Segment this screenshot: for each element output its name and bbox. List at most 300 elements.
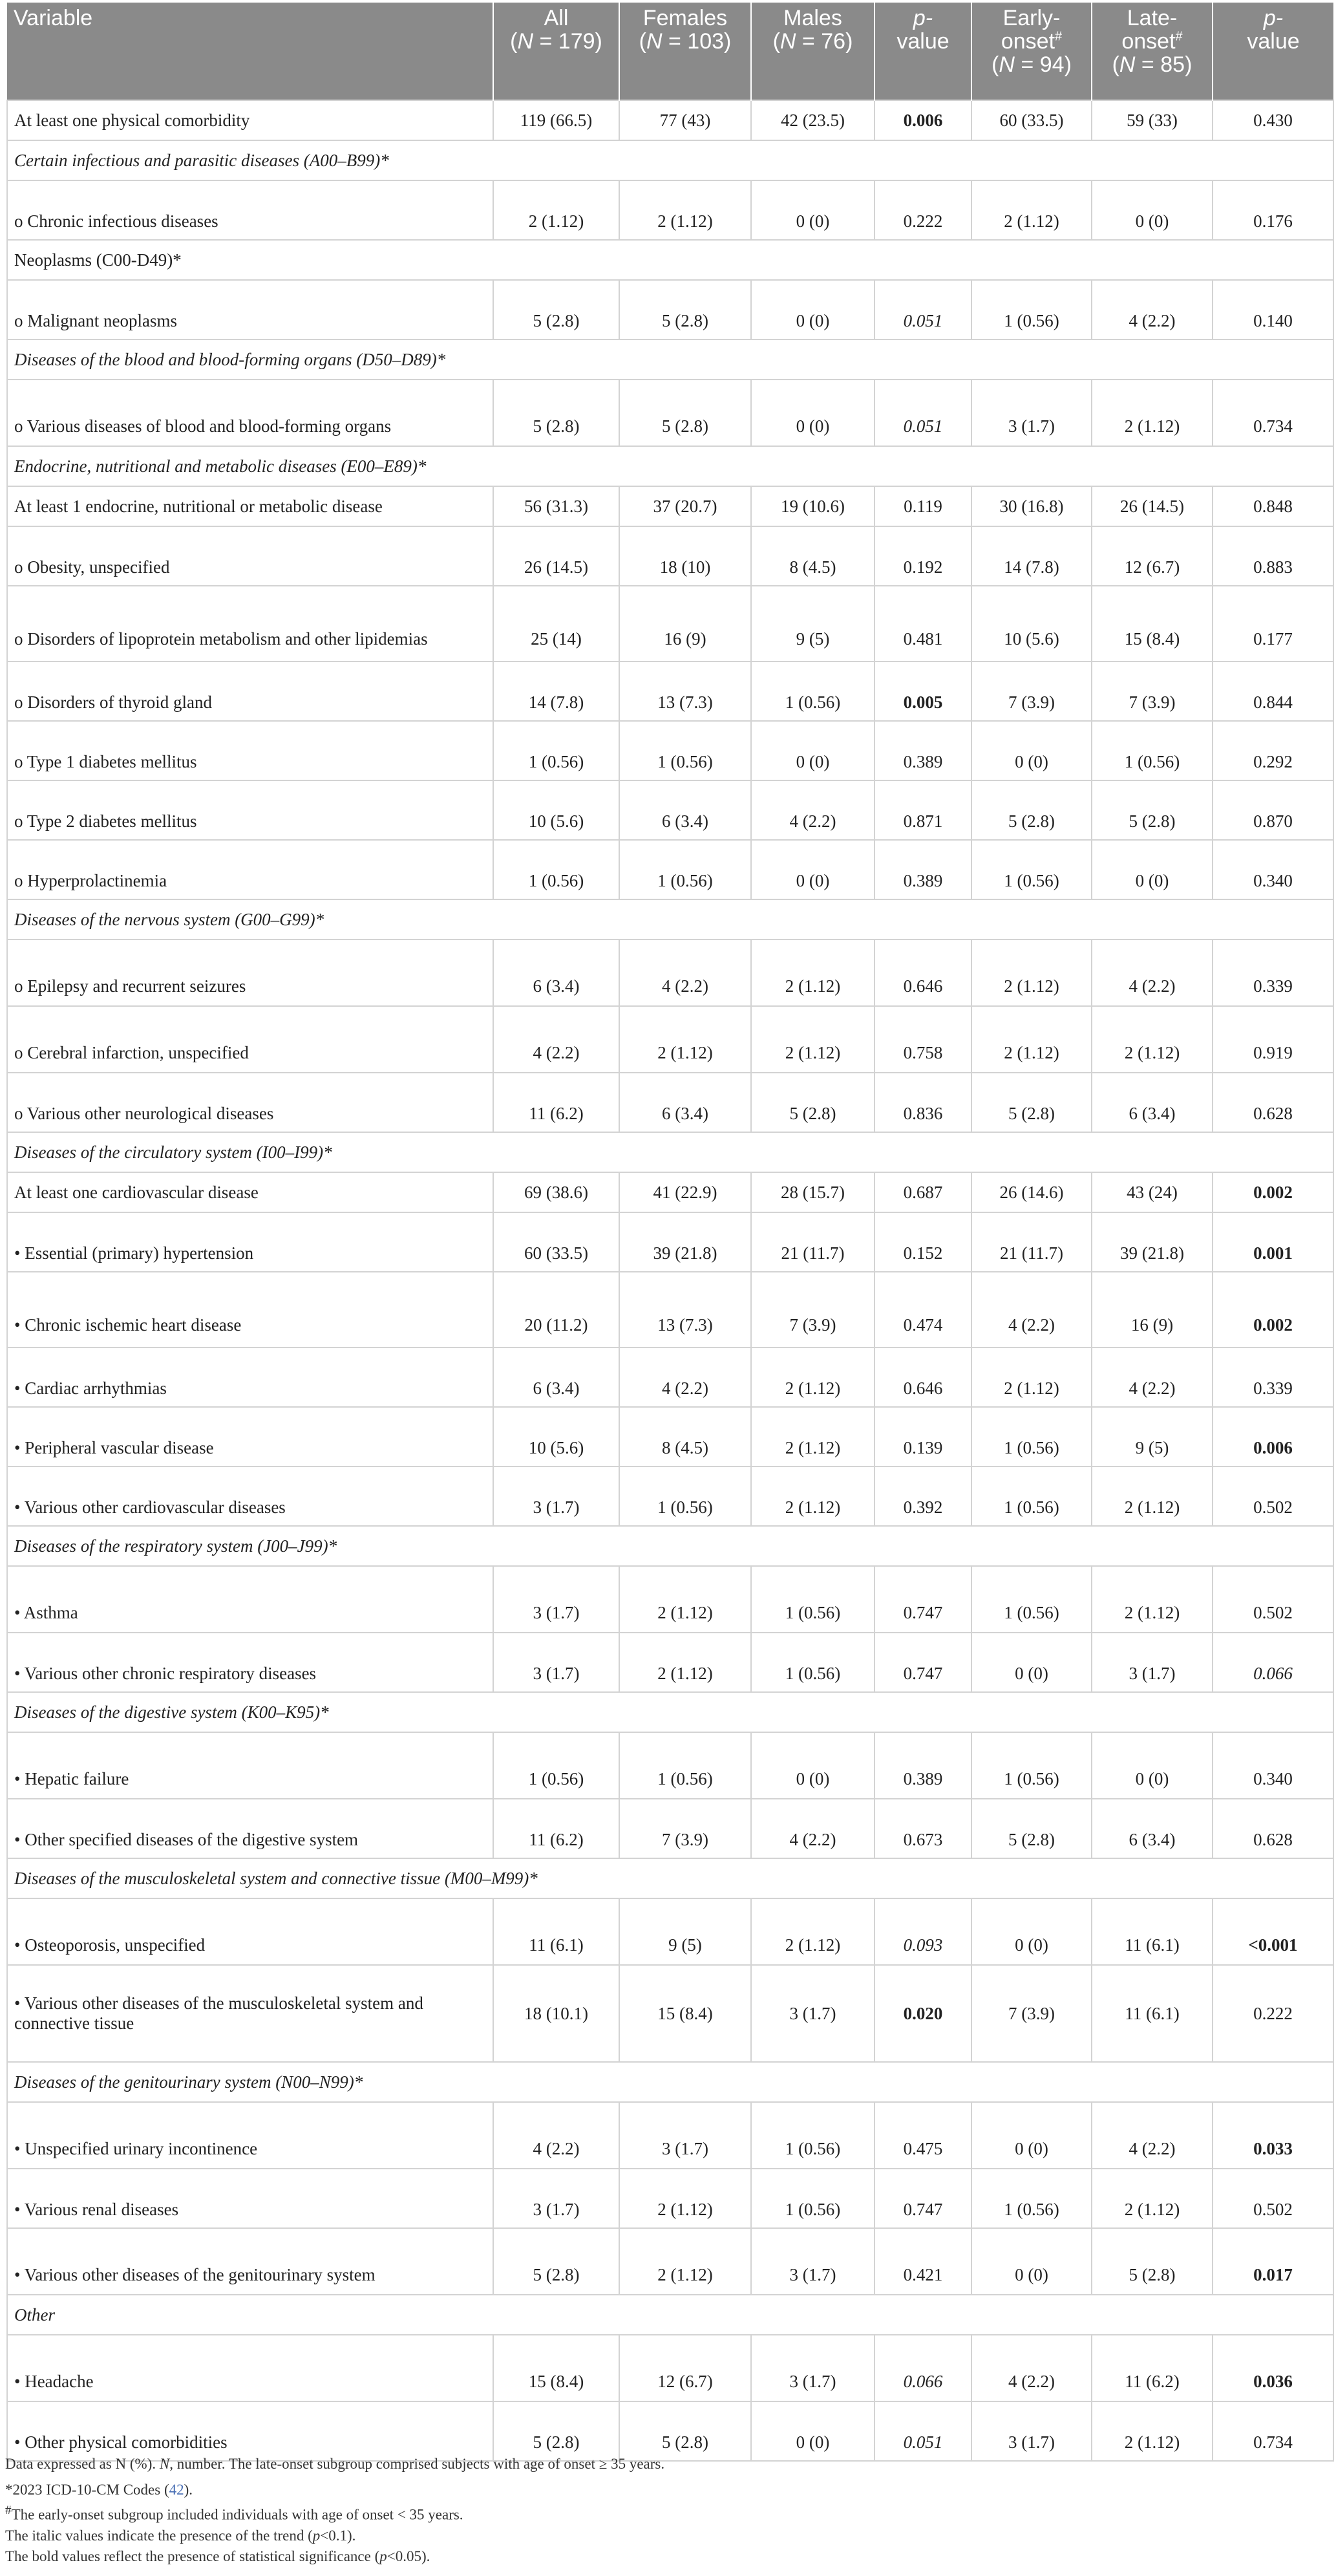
- header-all: All (N = 179): [493, 3, 619, 100]
- header-variable: Variable: [7, 3, 493, 100]
- table-group-row: [7, 1692, 1333, 1732]
- cell-early-onset: 1 (0.56): [971, 1732, 1092, 1799]
- cell-males: 2 (1.12): [751, 1407, 875, 1466]
- table-group-row: [7, 1132, 1333, 1172]
- reference-link[interactable]: 42: [169, 2482, 184, 2498]
- cell-late-onset: 2 (1.12): [1092, 1566, 1213, 1633]
- cell-late-onset: 43 (24): [1092, 1172, 1213, 1212]
- cell-males: 3 (1.7): [751, 2335, 875, 2401]
- cell-late-onset: 0 (0): [1092, 180, 1213, 240]
- cell-females: 5 (2.8): [619, 380, 751, 446]
- cell-early-onset: 5 (2.8): [971, 1799, 1092, 1858]
- cell-late-onset: 9 (5): [1092, 1407, 1213, 1466]
- row-label: o Various other neurological diseases: [7, 1073, 493, 1132]
- cell-late-onset: 4 (2.2): [1092, 1347, 1213, 1407]
- cell-males: 0 (0): [751, 280, 875, 339]
- table-group-row: [7, 1526, 1333, 1566]
- cell-p-value-sex: 0.747: [875, 1633, 971, 1692]
- cell-p-value-sex: 0.119: [875, 486, 971, 526]
- cell-p-value-onset: 0.006: [1213, 1407, 1333, 1466]
- cell-males: 2 (1.12): [751, 939, 875, 1006]
- cell-late-onset: 2 (1.12): [1092, 1466, 1213, 1526]
- cell-p-value-sex: 0.222: [875, 180, 971, 240]
- cell-p-value-onset: 0.001: [1213, 1212, 1333, 1272]
- cell-females: 1 (0.56): [619, 1466, 751, 1526]
- comorbidity-table: [6, 3, 1334, 2462]
- cell-females: 6 (3.4): [619, 1073, 751, 1132]
- cell-all: 20 (11.2): [493, 1272, 619, 1347]
- cell-p-value-sex: 0.673: [875, 1799, 971, 1858]
- cell-early-onset: 1 (0.56): [971, 280, 1092, 339]
- cell-p-value-onset: 0.502: [1213, 1466, 1333, 1526]
- cell-females: 1 (0.56): [619, 1732, 751, 1799]
- row-label: • Chronic ischemic heart disease: [7, 1272, 493, 1347]
- cell-females: 77 (43): [619, 100, 751, 140]
- cell-females: 2 (1.12): [619, 180, 751, 240]
- table-row: [7, 939, 1333, 1006]
- cell-all: 10 (5.6): [493, 1407, 619, 1466]
- cell-p-value-sex: 0.005: [875, 661, 971, 721]
- cell-males: 2 (1.12): [751, 1347, 875, 1407]
- group-label: Diseases of the musculoskeletal system and connective tissue (M00–M99)*: [7, 1858, 1333, 1898]
- cell-p-value-sex: 0.646: [875, 939, 971, 1006]
- cell-p-value-onset: 0.222: [1213, 1965, 1333, 2062]
- cell-all: 6 (3.4): [493, 1347, 619, 1407]
- cell-males: 0 (0): [751, 840, 875, 899]
- cell-all: 5 (2.8): [493, 380, 619, 446]
- group-label: Neoplasms (C00-D49)*: [7, 240, 1333, 280]
- cell-p-value-onset: 0.430: [1213, 100, 1333, 140]
- cell-p-value-onset: 0.140: [1213, 280, 1333, 339]
- row-label: o Disorders of lipoprotein metabolism and other lipidemias: [7, 586, 493, 661]
- cell-females: 13 (7.3): [619, 661, 751, 721]
- cell-males: 1 (0.56): [751, 661, 875, 721]
- cell-early-onset: 3 (1.7): [971, 2401, 1092, 2461]
- cell-p-value-onset: 0.628: [1213, 1073, 1333, 1132]
- table-group-row: [7, 899, 1333, 939]
- cell-females: 4 (2.2): [619, 939, 751, 1006]
- row-label: • Peripheral vascular disease: [7, 1407, 493, 1466]
- cell-late-onset: 4 (2.2): [1092, 2102, 1213, 2169]
- cell-males: 7 (3.9): [751, 1272, 875, 1347]
- cell-late-onset: 4 (2.2): [1092, 280, 1213, 339]
- cell-early-onset: 2 (1.12): [971, 1006, 1092, 1073]
- table-row: [7, 1272, 1333, 1347]
- cell-males: 3 (1.7): [751, 1965, 875, 2062]
- cell-p-value-sex: 0.006: [875, 100, 971, 140]
- cell-late-onset: 6 (3.4): [1092, 1073, 1213, 1132]
- cell-males: 9 (5): [751, 586, 875, 661]
- row-label: • Other specified diseases of the digestive system: [7, 1799, 493, 1858]
- cell-p-value-onset: 0.339: [1213, 1347, 1333, 1407]
- row-label: o Type 1 diabetes mellitus: [7, 721, 493, 780]
- cell-late-onset: 11 (6.1): [1092, 1965, 1213, 2062]
- table-row: [7, 1799, 1333, 1858]
- row-label: o Cerebral infarction, unspecified: [7, 1006, 493, 1073]
- cell-females: 4 (2.2): [619, 1347, 751, 1407]
- group-label: Diseases of the circulatory system (I00–I99)*: [7, 1132, 1333, 1172]
- cell-late-onset: 2 (1.12): [1092, 1006, 1213, 1073]
- table-row: [7, 1732, 1333, 1799]
- cell-males: 0 (0): [751, 1732, 875, 1799]
- cell-all: 1 (0.56): [493, 840, 619, 899]
- cell-all: 60 (33.5): [493, 1212, 619, 1272]
- cell-late-onset: 4 (2.2): [1092, 939, 1213, 1006]
- cell-all: 56 (31.3): [493, 486, 619, 526]
- cell-early-onset: 0 (0): [971, 2228, 1092, 2295]
- cell-all: 14 (7.8): [493, 661, 619, 721]
- row-label: At least one cardiovascular disease: [7, 1172, 493, 1212]
- cell-males: 2 (1.12): [751, 1466, 875, 1526]
- cell-females: 37 (20.7): [619, 486, 751, 526]
- cell-early-onset: 0 (0): [971, 2102, 1092, 2169]
- cell-late-onset: 5 (2.8): [1092, 780, 1213, 840]
- cell-early-onset: 1 (0.56): [971, 1466, 1092, 1526]
- cell-early-onset: 2 (1.12): [971, 1347, 1092, 1407]
- row-label: • Various other diseases of the musculoskeletal system and connective tissue: [7, 1965, 493, 2062]
- row-label: o Epilepsy and recurrent seizures: [7, 939, 493, 1006]
- row-label: • Various other diseases of the genitourinary system: [7, 2228, 493, 2295]
- cell-females: 6 (3.4): [619, 780, 751, 840]
- cell-p-value-onset: 0.002: [1213, 1172, 1333, 1212]
- cell-p-value-onset: 0.066: [1213, 1633, 1333, 1692]
- cell-all: 6 (3.4): [493, 939, 619, 1006]
- row-label: • Asthma: [7, 1566, 493, 1633]
- table-row: [7, 1006, 1333, 1073]
- cell-p-value-onset: <0.001: [1213, 1898, 1333, 1965]
- table-group-row: [7, 240, 1333, 280]
- cell-males: 19 (10.6): [751, 486, 875, 526]
- cell-p-value-onset: 0.033: [1213, 2102, 1333, 2169]
- cell-all: 1 (0.56): [493, 721, 619, 780]
- table-row: [7, 1633, 1333, 1692]
- cell-all: 5 (2.8): [493, 2228, 619, 2295]
- group-label: Certain infectious and parasitic diseases (A00–B99)*: [7, 140, 1333, 180]
- table-row: [7, 661, 1333, 721]
- cell-early-onset: 3 (1.7): [971, 380, 1092, 446]
- cell-females: 9 (5): [619, 1898, 751, 1965]
- cell-p-value-onset: 0.340: [1213, 1732, 1333, 1799]
- header-p-value-onset: p- value: [1213, 3, 1333, 100]
- cell-all: 26 (14.5): [493, 526, 619, 586]
- cell-p-value-sex: 0.192: [875, 526, 971, 586]
- cell-all: 11 (6.2): [493, 1073, 619, 1132]
- cell-early-onset: 4 (2.2): [971, 1272, 1092, 1347]
- cell-females: 5 (2.8): [619, 280, 751, 339]
- cell-p-value-sex: 0.051: [875, 380, 971, 446]
- cell-p-value-sex: 0.421: [875, 2228, 971, 2295]
- cell-females: 7 (3.9): [619, 1799, 751, 1858]
- cell-late-onset: 2 (1.12): [1092, 2169, 1213, 2228]
- table-row: [7, 1466, 1333, 1526]
- table-row: [7, 1407, 1333, 1466]
- cell-early-onset: 1 (0.56): [971, 1407, 1092, 1466]
- cell-females: 5 (2.8): [619, 2401, 751, 2461]
- row-label: • Cardiac arrhythmias: [7, 1347, 493, 1407]
- cell-females: 2 (1.12): [619, 1006, 751, 1073]
- cell-p-value-sex: 0.152: [875, 1212, 971, 1272]
- table-row: [7, 1566, 1333, 1633]
- cell-late-onset: 1 (0.56): [1092, 721, 1213, 780]
- cell-p-value-sex: 0.481: [875, 586, 971, 661]
- footnote-italic-trend: The italic values indicate the presence of the trend (p<0.1).: [5, 2527, 356, 2544]
- cell-males: 8 (4.5): [751, 526, 875, 586]
- cell-all: 5 (2.8): [493, 280, 619, 339]
- cell-all: 1 (0.56): [493, 1732, 619, 1799]
- cell-p-value-onset: 0.628: [1213, 1799, 1333, 1858]
- cell-p-value-sex: 0.020: [875, 1965, 971, 2062]
- cell-all: 4 (2.2): [493, 1006, 619, 1073]
- cell-all: 5 (2.8): [493, 2401, 619, 2461]
- table-row: [7, 2401, 1333, 2461]
- table-header: [7, 3, 1333, 100]
- cell-males: 1 (0.56): [751, 2169, 875, 2228]
- cell-early-onset: 26 (14.6): [971, 1172, 1092, 1212]
- row-label: o Various diseases of blood and blood-forming organs: [7, 380, 493, 446]
- cell-late-onset: 0 (0): [1092, 840, 1213, 899]
- cell-late-onset: 15 (8.4): [1092, 586, 1213, 661]
- table-row: [7, 1347, 1333, 1407]
- group-label: Other: [7, 2295, 1333, 2335]
- cell-late-onset: 39 (21.8): [1092, 1212, 1213, 1272]
- table-row: [7, 721, 1333, 780]
- table-row: [7, 2335, 1333, 2401]
- cell-p-value-sex: 0.066: [875, 2335, 971, 2401]
- header-p-value-sex: p- value: [875, 3, 971, 100]
- group-label: Diseases of the nervous system (G00–G99)*: [7, 899, 1333, 939]
- table-group-row: [7, 1858, 1333, 1898]
- cell-p-value-onset: 0.734: [1213, 380, 1333, 446]
- row-label: o Malignant neoplasms: [7, 280, 493, 339]
- table-row: [7, 1965, 1333, 2062]
- cell-males: 0 (0): [751, 380, 875, 446]
- cell-late-onset: 2 (1.12): [1092, 2401, 1213, 2461]
- table-group-row: [7, 339, 1333, 380]
- cell-males: 0 (0): [751, 180, 875, 240]
- table-row: [7, 2169, 1333, 2228]
- group-label: Endocrine, nutritional and metabolic diseases (E00–E89)*: [7, 446, 1333, 486]
- table-row: [7, 780, 1333, 840]
- cell-p-value-sex: 0.051: [875, 2401, 971, 2461]
- cell-early-onset: 60 (33.5): [971, 100, 1092, 140]
- cell-early-onset: 1 (0.56): [971, 2169, 1092, 2228]
- cell-females: 2 (1.12): [619, 2228, 751, 2295]
- cell-all: 69 (38.6): [493, 1172, 619, 1212]
- cell-late-onset: 11 (6.1): [1092, 1898, 1213, 1965]
- table-group-row: [7, 2062, 1333, 2102]
- row-label: o Obesity, unspecified: [7, 526, 493, 586]
- footnote-bold-significance: The bold values reflect the presence of statistical significance (p<0.05).: [5, 2548, 430, 2564]
- table-group-row: [7, 2295, 1333, 2335]
- footnote-early-onset: #The early-onset subgroup included individuals with age of onset < 35 years.: [5, 2504, 463, 2523]
- cell-p-value-sex: 0.474: [875, 1272, 971, 1347]
- cell-p-value-onset: 0.870: [1213, 780, 1333, 840]
- cell-early-onset: 7 (3.9): [971, 1965, 1092, 2062]
- cell-p-value-onset: 0.036: [1213, 2335, 1333, 2401]
- row-label: At least 1 endocrine, nutritional or metabolic disease: [7, 486, 493, 526]
- cell-early-onset: 5 (2.8): [971, 780, 1092, 840]
- cell-early-onset: 1 (0.56): [971, 840, 1092, 899]
- cell-females: 15 (8.4): [619, 1965, 751, 2062]
- row-label: • Various other chronic respiratory diseases: [7, 1633, 493, 1692]
- group-label: Diseases of the digestive system (K00–K95)*: [7, 1692, 1333, 1732]
- cell-females: 12 (6.7): [619, 2335, 751, 2401]
- row-label: o Chronic infectious diseases: [7, 180, 493, 240]
- cell-all: 10 (5.6): [493, 780, 619, 840]
- group-label: Diseases of the blood and blood-forming organs (D50–D89)*: [7, 339, 1333, 380]
- cell-all: 119 (66.5): [493, 100, 619, 140]
- cell-males: 4 (2.2): [751, 780, 875, 840]
- row-label: • Osteoporosis, unspecified: [7, 1898, 493, 1965]
- cell-early-onset: 0 (0): [971, 1633, 1092, 1692]
- cell-late-onset: 59 (33): [1092, 100, 1213, 140]
- cell-early-onset: 1 (0.56): [971, 1566, 1092, 1633]
- cell-p-value-onset: 0.017: [1213, 2228, 1333, 2295]
- table-body: [7, 100, 1333, 2461]
- cell-p-value-sex: 0.392: [875, 1466, 971, 1526]
- cell-females: 18 (10): [619, 526, 751, 586]
- cell-males: 42 (23.5): [751, 100, 875, 140]
- cell-p-value-onset: 0.844: [1213, 661, 1333, 721]
- row-label: o Type 2 diabetes mellitus: [7, 780, 493, 840]
- cell-p-value-sex: 0.093: [875, 1898, 971, 1965]
- cell-late-onset: 26 (14.5): [1092, 486, 1213, 526]
- cell-late-onset: 12 (6.7): [1092, 526, 1213, 586]
- table-footnotes: [5, 2454, 1324, 2567]
- group-label: Diseases of the respiratory system (J00–J99)*: [7, 1526, 1333, 1566]
- table-row: [7, 526, 1333, 586]
- cell-p-value-sex: 0.475: [875, 2102, 971, 2169]
- table-row: [7, 180, 1333, 240]
- cell-females: 2 (1.12): [619, 1566, 751, 1633]
- cell-late-onset: 11 (6.2): [1092, 2335, 1213, 2401]
- cell-early-onset: 4 (2.2): [971, 2335, 1092, 2401]
- cell-females: 1 (0.56): [619, 721, 751, 780]
- cell-all: 2 (1.12): [493, 180, 619, 240]
- header-females: Females (N = 103): [619, 3, 751, 100]
- cell-males: 4 (2.2): [751, 1799, 875, 1858]
- table-row: [7, 380, 1333, 446]
- table-row: [7, 840, 1333, 899]
- cell-late-onset: 5 (2.8): [1092, 2228, 1213, 2295]
- cell-p-value-sex: 0.646: [875, 1347, 971, 1407]
- cell-females: 41 (22.9): [619, 1172, 751, 1212]
- cell-males: 0 (0): [751, 721, 875, 780]
- cell-all: 18 (10.1): [493, 1965, 619, 2062]
- cell-all: 3 (1.7): [493, 1566, 619, 1633]
- cell-p-value-sex: 0.871: [875, 780, 971, 840]
- header-late-onset: Late- onset# (N = 85): [1092, 3, 1213, 100]
- table-row: [7, 1172, 1333, 1212]
- table-row: [7, 2102, 1333, 2169]
- cell-p-value-sex: 0.051: [875, 280, 971, 339]
- header-males: Males (N = 76): [751, 3, 875, 100]
- table-row: [7, 486, 1333, 526]
- cell-early-onset: 0 (0): [971, 721, 1092, 780]
- table-row: [7, 1073, 1333, 1132]
- cell-all: 4 (2.2): [493, 2102, 619, 2169]
- footnote-icd-codes: *2023 ICD-10-CM Codes (42).: [5, 2482, 193, 2498]
- cell-late-onset: 0 (0): [1092, 1732, 1213, 1799]
- cell-p-value-onset: 0.919: [1213, 1006, 1333, 1073]
- cell-females: 3 (1.7): [619, 2102, 751, 2169]
- row-label: • Headache: [7, 2335, 493, 2401]
- cell-p-value-onset: 0.339: [1213, 939, 1333, 1006]
- cell-males: 21 (11.7): [751, 1212, 875, 1272]
- cell-early-onset: 21 (11.7): [971, 1212, 1092, 1272]
- cell-p-value-onset: 0.177: [1213, 586, 1333, 661]
- table-row: [7, 280, 1333, 339]
- cell-males: 5 (2.8): [751, 1073, 875, 1132]
- cell-p-value-sex: 0.687: [875, 1172, 971, 1212]
- cell-p-value-onset: 0.502: [1213, 2169, 1333, 2228]
- cell-p-value-onset: 0.002: [1213, 1272, 1333, 1347]
- cell-males: 28 (15.7): [751, 1172, 875, 1212]
- row-label: o Hyperprolactinemia: [7, 840, 493, 899]
- cell-late-onset: 16 (9): [1092, 1272, 1213, 1347]
- cell-males: 3 (1.7): [751, 2228, 875, 2295]
- row-label: • Various renal diseases: [7, 2169, 493, 2228]
- cell-early-onset: 2 (1.12): [971, 939, 1092, 1006]
- cell-females: 13 (7.3): [619, 1272, 751, 1347]
- cell-p-value-onset: 0.176: [1213, 180, 1333, 240]
- cell-early-onset: 30 (16.8): [971, 486, 1092, 526]
- cell-early-onset: 5 (2.8): [971, 1073, 1092, 1132]
- cell-p-value-sex: 0.747: [875, 2169, 971, 2228]
- table-group-row: [7, 446, 1333, 486]
- cell-p-value-onset: 0.883: [1213, 526, 1333, 586]
- footnote-data-expressed: Data expressed as N (%). N, number. The late-onset subgroup comprised subjects with age of onset ≥ 35 years.: [5, 2456, 665, 2472]
- cell-males: 1 (0.56): [751, 2102, 875, 2169]
- cell-p-value-onset: 0.734: [1213, 2401, 1333, 2461]
- cell-all: 25 (14): [493, 586, 619, 661]
- cell-males: 2 (1.12): [751, 1006, 875, 1073]
- table-row: [7, 2228, 1333, 2295]
- row-label: o Disorders of thyroid gland: [7, 661, 493, 721]
- cell-all: 15 (8.4): [493, 2335, 619, 2401]
- row-label: At least one physical comorbidity: [7, 100, 493, 140]
- table-row: [7, 1898, 1333, 1965]
- cell-p-value-onset: 0.502: [1213, 1566, 1333, 1633]
- cell-males: 0 (0): [751, 2401, 875, 2461]
- header-early-onset: Early- onset# (N = 94): [971, 3, 1092, 100]
- cell-early-onset: 2 (1.12): [971, 180, 1092, 240]
- table-row: [7, 586, 1333, 661]
- cell-females: 2 (1.12): [619, 2169, 751, 2228]
- group-label: Diseases of the genitourinary system (N00–N99)*: [7, 2062, 1333, 2102]
- row-label: • Various other cardiovascular diseases: [7, 1466, 493, 1526]
- cell-males: 1 (0.56): [751, 1566, 875, 1633]
- cell-all: 11 (6.1): [493, 1898, 619, 1965]
- cell-late-onset: 6 (3.4): [1092, 1799, 1213, 1858]
- row-label: • Unspecified urinary incontinence: [7, 2102, 493, 2169]
- cell-all: 11 (6.2): [493, 1799, 619, 1858]
- cell-all: 3 (1.7): [493, 1466, 619, 1526]
- cell-all: 3 (1.7): [493, 2169, 619, 2228]
- cell-females: 8 (4.5): [619, 1407, 751, 1466]
- cell-late-onset: 2 (1.12): [1092, 380, 1213, 446]
- cell-early-onset: 7 (3.9): [971, 661, 1092, 721]
- cell-females: 16 (9): [619, 586, 751, 661]
- cell-p-value-sex: 0.836: [875, 1073, 971, 1132]
- cell-p-value-onset: 0.292: [1213, 721, 1333, 780]
- cell-p-value-sex: 0.389: [875, 721, 971, 780]
- cell-males: 1 (0.56): [751, 1633, 875, 1692]
- header-row: [7, 3, 1333, 100]
- cell-p-value-sex: 0.747: [875, 1566, 971, 1633]
- cell-early-onset: 10 (5.6): [971, 586, 1092, 661]
- cell-p-value-sex: 0.389: [875, 1732, 971, 1799]
